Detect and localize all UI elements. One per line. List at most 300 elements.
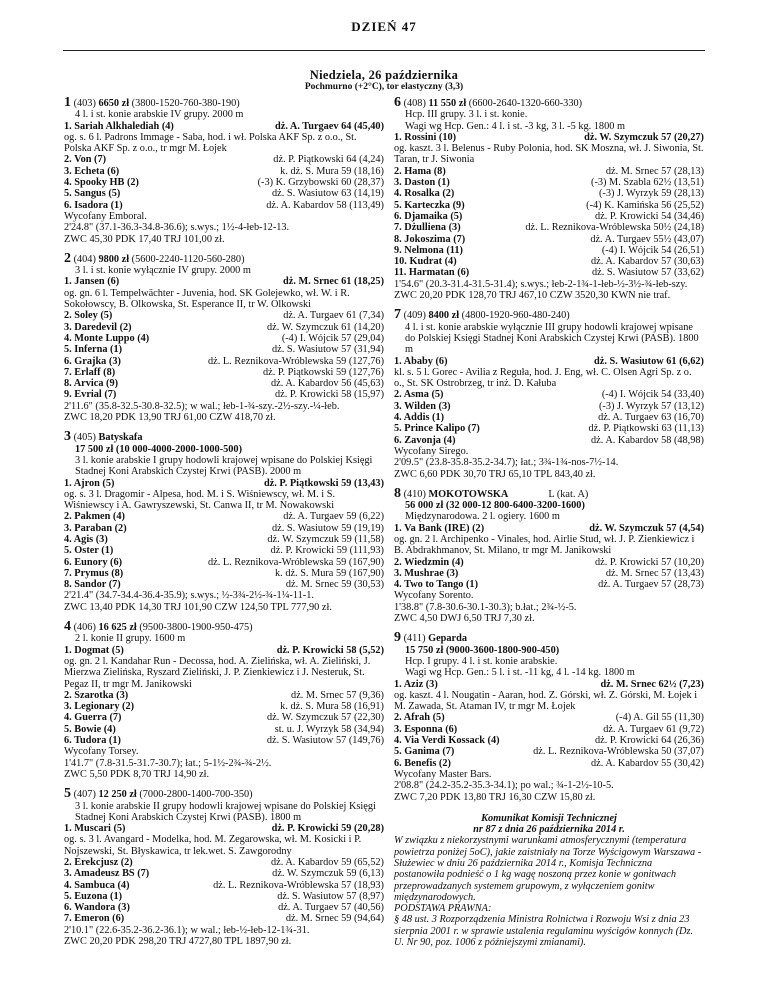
race-id: (404) [71, 253, 99, 265]
placing-jockey: dż. P. Piątkowski 59 (127,76) [263, 366, 384, 378]
winner-horse: 1. Ajron (5) [64, 477, 115, 489]
race-prize-split: (7000-2800-1400-700-350) [136, 789, 253, 801]
placing-row [394, 267, 704, 278]
placing-horse: 9. Nelmona (11) [394, 244, 463, 256]
race-conditions: Międzynarodowa. 2 l. ogiery. 1600 m [405, 511, 560, 523]
race-result-line: 2'24.8" (37.1-36.3-34.8-36.6); s.wys.; 1½-4-łeb-12-13. [64, 222, 290, 234]
placing-horse: 8. Arvica (9) [64, 378, 119, 390]
placing-horse: 4. Addis (1) [394, 412, 445, 424]
placing-row [64, 177, 384, 188]
winner-row [64, 121, 384, 132]
placing-horse: 6. Eunory (6) [64, 556, 123, 568]
placing-jockey: (-4) I. Wójcik 54 (33,40) [601, 389, 704, 401]
placing-horse: 8. Sandor (7) [64, 579, 121, 591]
placing-jockey: (-4) K. Kamińska 56 (25,52) [586, 199, 704, 211]
placing-row [64, 902, 384, 913]
placing-jockey: (-4) I. Wójcik 57 (29,04) [281, 332, 384, 344]
race-header [64, 788, 384, 800]
race-number: 5 [64, 786, 71, 802]
winner-row [64, 823, 384, 834]
race-conditions: Hcp. III grupy. 3 l. i st. konie. [405, 109, 528, 121]
placing-horse: 4. Rosalka (2) [394, 188, 455, 200]
race-id: (411) [401, 633, 429, 645]
placing-jockey: dż. A. Turgaev 57 (28,73) [598, 579, 704, 591]
winner-owner: og. s. 3 l. Avangard - Modelka, hod. M. Zegarowska, wł. M. Kosicki i P. Nojszewski, St. Błyskawica, tr lek.wet. S. Zawgorodny [64, 834, 362, 857]
winner-owner: kl. s. 5 l. Gorec - Avilia z Reguła, hod. J. Eng, wł. C. Olsen Agri Sp. z o. o., St. SK Ostrobrzeg, tr inż. D. Kałuba [394, 366, 692, 390]
winner-owner: og. kaszt. 4 l. Nougatin - Aaran, hod. Z. Górski, wł. Z. Górski, M. Łojek i M. Zawada, St. Ataman IV, tr mgr M. Łojek [394, 689, 698, 713]
race-conditions: Wagi wg Hcp. Gen.: 4 l. i st. -3 kg, 3 l. -5 kg. 1800 m [405, 120, 625, 132]
placing-row [394, 746, 704, 757]
placing-row [64, 868, 384, 879]
race-id: (408) [401, 98, 429, 109]
race-block [64, 97, 384, 245]
placing-jockey: dż. S. Wasiutow 59 (19,19) [272, 522, 384, 534]
placing-horse: 6. Tudora (1) [64, 735, 121, 747]
winner-horse: 1. Muscari (5) [64, 823, 126, 835]
race-number: 4 [64, 619, 71, 635]
race-number: 1 [64, 95, 71, 110]
placing-horse: 8. Jokoszima (7) [394, 233, 466, 245]
placing-jockey: dż. P. Krowicki 58 (15,97) [275, 389, 384, 401]
race-prize-split: (4800-1920-960-480-240) [459, 310, 570, 322]
placing-row [64, 712, 384, 723]
placing-row [64, 310, 384, 321]
race-block [64, 788, 384, 947]
winner-row [394, 132, 704, 143]
communique-basis-label: PODSTAWA PRAWNA: [394, 903, 492, 915]
placing-horse: 6. Djamaika (5) [394, 210, 463, 222]
race-id: (409) [401, 310, 429, 322]
communique [394, 813, 704, 949]
placing-row [64, 333, 384, 344]
placing-jockey: (-3) J. Wyrzyk 57 (13,12) [599, 400, 704, 412]
placing-row [64, 557, 384, 568]
placing-jockey: dż. S. Wasiutow 57 (149,76) [266, 735, 384, 747]
right-races [394, 97, 704, 803]
placing-horse: 7. Emeron (6) [64, 913, 125, 925]
race-prize-split: (3800-1520-760-380-190) [129, 98, 240, 109]
placing-jockey: dż. W. Szymczuk 59 (6,13) [272, 868, 384, 880]
placing-row [64, 690, 384, 701]
placing-horse: 2. Von (7) [64, 154, 107, 166]
placing-jockey: dż. M. Srnec 59 (94,64) [285, 913, 384, 925]
placing-jockey: dż. A. Kabardov 58 (113,49) [266, 199, 384, 211]
placing-jockey: dż. A. Turgaev 59 (6,22) [283, 511, 384, 523]
race-conditions: 15 750 zł (9000-3600-1800-900-450) [405, 644, 560, 656]
placing-row [64, 534, 384, 545]
winner-horse: 1. Dogmat (5) [64, 644, 124, 656]
race-block [394, 97, 704, 301]
placing-row [394, 256, 704, 267]
placing-row [394, 200, 704, 211]
placing-jockey: dż. P. Krowicki 54 (34,46) [595, 210, 704, 222]
race-conditions: 4 l. i st. konie arabskie IV grupy. 2000 m [75, 109, 244, 121]
winner-horse: 1. Sariah Alkhalediah (4) [64, 120, 174, 132]
placing-horse: 4. Spooky HB (2) [64, 177, 139, 189]
placing-horse: 3. Echeta (6) [64, 165, 120, 177]
placing-horse: 7. Prymus (8) [64, 567, 124, 579]
race-prize-split: (9500-3800-1900-950-475) [136, 622, 253, 634]
race-block [394, 485, 704, 625]
race-number: 3 [64, 429, 71, 445]
race-header [394, 309, 704, 321]
race-block [64, 250, 384, 424]
placing-jockey: dż. S. Wasiutow 57 (31,94) [272, 344, 384, 356]
winner-row [64, 645, 384, 656]
placing-jockey: dż. S. Wasiutow 57 (33,62) [592, 267, 704, 279]
placing-row [394, 568, 704, 579]
race-header [394, 97, 704, 109]
placing-horse: 4. Sambuca (4) [64, 879, 130, 891]
winner-jockey: dż. M. Srnec 61 (18,25) [283, 276, 384, 288]
right-column [394, 97, 704, 948]
placing-horse: 7. Dżulliena (3) [394, 222, 461, 234]
winner-jockey: dż. S. Wasiutow 61 (6,62) [594, 355, 704, 367]
race-prize-split: (6600-2640-1320-660-330) [466, 98, 583, 109]
placing-row [394, 188, 704, 199]
placing-horse: 5. Sangus (5) [64, 188, 121, 200]
race-result-line: 2'21.4" (34.7-34.4-36.4-35.9); s.wys.; ½-3¾-2½-¾-1¼-11-1. [64, 590, 314, 602]
race-header [64, 621, 384, 633]
placing-row [64, 891, 384, 902]
race-number: 7 [394, 307, 401, 323]
placing-jockey: dż. P. Piątkowski 64 (4,24) [273, 154, 384, 166]
placing-row [64, 579, 384, 590]
race-number: 9 [394, 630, 401, 646]
placing-row [64, 154, 384, 165]
placing-row [64, 724, 384, 735]
winner-owner: og. gn. 2 l. Kandahar Run - Decossa, hod. A. Zielińska, wł. A. Zieliński, J. Mierzwa Zielińska, Ryszard Zieliński, J. P. Zienkiewicz i J. Nesteruk, St. Pegaz II, tr mgr M. Janikowski [64, 655, 371, 690]
placing-row [394, 166, 704, 177]
winner-row [394, 523, 704, 534]
placing-jockey: dż. L. Reznikova-Wróblewska 59 (127,76) [207, 355, 384, 367]
race-result-line: ZWC 6,60 PDK 30,70 TRJ 65,10 TPL 843,40 zł. [394, 468, 596, 480]
race-number: 8 [394, 485, 401, 501]
placing-row [394, 712, 704, 723]
date-line: Niedziela, 26 października [309, 68, 459, 82]
placing-row [64, 188, 384, 199]
placing-horse: 5. Prince Kalipo (7) [394, 423, 480, 435]
placing-row [64, 356, 384, 367]
race-conditions: 17 500 zł (10 000-4000-2000-1000-500) [75, 443, 243, 455]
race-result-line: ZWC 7,20 PDK 13,80 TRJ 16,30 CZW 15,80 zł. [394, 791, 596, 803]
placing-horse: 4. Agis (3) [64, 533, 108, 545]
placing-row [64, 322, 384, 333]
winner-jockey: dż. W. Szymczuk 57 (4,54) [589, 522, 704, 534]
placing-horse: 6. Benefis (2) [394, 757, 451, 769]
placing-jockey: dż. L. Reznikova-Wróblewska 50½ (24,18) [525, 222, 704, 234]
left-column [64, 97, 384, 955]
race-block [394, 632, 704, 802]
placing-jockey: dż. L. Reznikova-Wróblewska 59 (167,90) [207, 556, 384, 568]
placing-horse: 2. Szarotka (3) [64, 689, 129, 701]
placing-horse: 3. Paraban (2) [64, 522, 127, 534]
race-prize: Batyskafa [98, 432, 143, 444]
race-result-line: 1'41.7" (7.8-31.5-31.7-30.7); łat.; 5-1½-2¾-¾-2½. [64, 757, 272, 769]
race-prize: 16 625 zł [98, 622, 137, 634]
placing-horse: 3. Daston (1) [394, 177, 450, 189]
placing-horse: 5. Euzona (1) [64, 890, 123, 902]
placing-horse: 5. Bowie (4) [64, 723, 116, 735]
placing-row [64, 200, 384, 211]
winner-row [394, 356, 704, 367]
placing-horse: 6. Grajka (3) [64, 355, 121, 367]
placing-row [64, 568, 384, 579]
placing-row [64, 857, 384, 868]
race-result-line: 2'11.6" (35.8-32.5-30.8-32.5); w wal.; łeb-1-¾-szy.-2½-szy.-¼-łeb. [64, 400, 340, 412]
winner-row [64, 276, 384, 287]
placing-horse: 2. Pakmen (4) [64, 511, 125, 523]
placing-horse: 4. Monte Luppo (4) [64, 332, 150, 344]
placing-jockey: dż. W. Szymczuk 57 (22,30) [267, 712, 384, 724]
winner-jockey: dż. A. Turgaev 64 (45,40) [275, 120, 384, 132]
placing-row [64, 880, 384, 891]
communique-text [394, 835, 704, 948]
placing-jockey: (-4) A. Gil 55 (11,30) [615, 712, 704, 724]
race-result-line: ZWC 5,50 PDK 8,70 TRJ 14,90 zł. [64, 768, 210, 780]
race-id: (406) [71, 622, 99, 634]
winner-jockey: dż. W. Szymczuk 57 (20,27) [584, 131, 704, 143]
placing-horse: 2. Hama (8) [394, 165, 446, 177]
race-prize: 8400 zł [428, 310, 460, 322]
placing-horse: 5. Oster (1) [64, 545, 114, 557]
winner-horse: 1. Ababy (6) [394, 355, 448, 367]
placing-jockey: dż. W. Szymczuk 61 (14,20) [267, 321, 384, 333]
placing-jockey: dż. A. Turgaev 57 (40,56) [278, 902, 384, 914]
winner-jockey: dż. P. Krowicki 58 (5,52) [276, 644, 384, 656]
placing-jockey: dż. S. Wasiutow 63 (14,19) [272, 188, 384, 200]
placing-jockey: dż. A. Turgaev 61 (7,34) [283, 310, 384, 322]
placing-jockey: dż. A. Turgaev 61 (9,72) [603, 723, 704, 735]
race-id: (405) [71, 432, 99, 444]
placing-jockey: dż. A. Kabardov 57 (30,63) [591, 256, 704, 268]
placing-row [394, 758, 704, 769]
placing-horse: 5. Inferna (1) [64, 344, 123, 356]
placing-horse: 4. Two to Tango (1) [394, 579, 479, 591]
race-result-line: ZWC 20,20 PDK 298,20 TRJ 4727,80 TPL 1897,90 zł. [64, 936, 292, 948]
placing-horse: 2. Soley (5) [64, 310, 113, 322]
race-prize: 12 250 zł [98, 789, 137, 801]
placing-jockey: dż. M. Srnec 57 (9,36) [291, 689, 384, 701]
placing-jockey: dż. A. Kabardov 58 (48,98) [591, 434, 704, 446]
winner-owner: og. gn. 2 l. Archipenko - Vinales, hod. Airlie Stud, wł. J. P. Zienkiewicz i B. Abdrakhmanov, St. Milano, tr mgr M. Janikowski [394, 533, 695, 557]
communique-title [394, 813, 704, 836]
winner-jockey: dż. P. Piątkowski 59 (13,43) [263, 477, 384, 489]
placing-horse: 3. Legionary (2) [64, 701, 135, 713]
winner-owner: og. kaszt. 3 l. Belenus - Ruby Polonia, hod. SK Moszna, wł. J. Siwonia, St. Taran, tr J. Siwonia [394, 143, 704, 166]
race-block [394, 309, 704, 479]
placing-horse: 4. Via Verdi Kossack (4) [394, 735, 500, 747]
race-category: L (kat. A) [548, 488, 589, 500]
placing-row [394, 234, 704, 245]
race-header [64, 431, 384, 443]
placing-row [394, 423, 704, 434]
race-result-line: ZWC 18,20 PDK 13,90 TRJ 61,00 CZW 418,70 zł. [64, 412, 276, 424]
race-result-line: Wycofany Torsey. [64, 746, 139, 758]
race-result-line: 1'38.8" (7.8-30.6-30.1-30.3); b.łat.; 2¾-½-5. [394, 601, 577, 613]
placing-jockey: dż. S. Wasiutow 57 (8,97) [277, 890, 384, 902]
race-result-line: 1'54.6" (20.3-31.4-31.5-31.4); s.wys.; łeb-2-1¾-1-łeb-½-3½-¾-łeb-szy. [394, 278, 688, 290]
race-result-line: Wycofany Sirego. [394, 445, 469, 457]
winner-row [64, 478, 384, 489]
race-id: (403) [71, 98, 99, 109]
race-header [394, 632, 704, 644]
winner-jockey: dż. M. Srnec 62½ (7,23) [600, 678, 704, 690]
race-id: (407) [71, 789, 99, 801]
placing-row [64, 344, 384, 355]
placing-jockey: (-4) I. Wójcik 54 (26,51) [601, 244, 704, 256]
placing-row [64, 378, 384, 389]
placing-jockey: dż. A. Kabardov 55 (30,42) [591, 757, 704, 769]
winner-horse: 1. Jansen (6) [64, 276, 120, 288]
race-id: (410) [401, 488, 429, 500]
race-prize: Geparda [428, 633, 467, 645]
race-result-line: 2'08.8" (24.2-35.2-35.3-34.1); po wal.; ¾-1-2½-10-5. [394, 780, 614, 792]
race-conditions: Hcp. I grupy. 4 l. i st. konie arabskie. [405, 655, 558, 667]
placing-horse: 2. Asma (5) [394, 389, 444, 401]
winner-owner: og. s. 3 l. Dragomir - Alpesa, hod. M. i S. Wiśniewscy, wł. M. i S. Wiśniewscy i A. Gawryszewski, St. Canwa II, tr M. Nowakowski [64, 488, 336, 512]
placing-jockey: k. dż. S. Mura 59 (18,16) [280, 165, 384, 177]
race-result-line: ZWC 13,40 PDK 14,30 TRJ 101,90 CZW 124,50 TPL 777,90 zł. [64, 601, 332, 613]
placing-jockey: (-3) J. Wyrzyk 59 (28,13) [599, 188, 704, 200]
header-rule [63, 50, 705, 51]
placing-row [394, 557, 704, 568]
race-block [64, 621, 384, 780]
race-prize: MOKOTOWSKA [428, 488, 509, 500]
placing-row [394, 401, 704, 412]
race-conditions: 3 l. konie arabskie I grupy hodowli krajowej wpisane do Polskiej Księgi Stadnej Koni Arabskich Czystej Krwi (PASB). 2000 m [75, 454, 373, 478]
race-conditions: 2 l. konie II grupy. 1600 m [75, 633, 186, 645]
placing-horse: 3. Daredevil (2) [64, 321, 132, 333]
winner-horse: 1. Aziz (3) [394, 678, 438, 690]
placing-row [394, 579, 704, 590]
placing-row [394, 245, 704, 256]
placing-row [64, 545, 384, 556]
placing-horse: 2. Wiedzmin (4) [394, 556, 464, 568]
placing-jockey: dż. M. Srnec 57 (28,13) [605, 165, 704, 177]
race-result-line: ZWC 45,30 PDK 17,40 TRJ 101,00 zł. [64, 233, 225, 245]
placing-horse: 3. Mushrae (3) [394, 567, 459, 579]
placing-jockey: dż. P. Krowicki 59 (111,93) [270, 545, 384, 557]
winner-row [394, 679, 704, 690]
placing-horse: 6. Wandora (3) [64, 902, 130, 914]
communique-title-1: Komunikat Komisji Technicznej [481, 812, 617, 824]
placing-jockey: dż. A. Turgaev 63 (16,70) [598, 412, 704, 424]
race-result-line: Wycofany Emboral. [64, 210, 147, 222]
race-header [64, 97, 384, 109]
race-block [64, 431, 384, 613]
winner-owner: og. gn. 6 l. Tempelwächter - Juvenia, hod. SK Golejewko, wł. W. i R. Sokołowscy, B. Olkowska, St. Esperance II, tr W. Olkowski [64, 287, 350, 311]
placing-row [64, 389, 384, 400]
race-number: 2 [64, 250, 71, 266]
placing-row [394, 724, 704, 735]
race-result-line: Wycofany Sorento. [394, 590, 474, 602]
placing-row [64, 166, 384, 177]
race-number: 6 [394, 95, 401, 110]
placing-horse: 7. Erlaff (8) [64, 366, 116, 378]
placing-jockey: dż. P. Krowicki 57 (10,20) [595, 556, 704, 568]
track-conditions: Pochmurno (+2°C), tor elastyczny (3,3) [304, 82, 464, 92]
winner-horse: 1. Rossini (10) [394, 131, 457, 143]
placing-jockey: dż. A. Kabardov 59 (65,52) [271, 857, 384, 868]
race-conditions: 3 l. i st. konie wyłącznie IV grupy. 2000 m [75, 265, 251, 277]
placing-jockey: (-3) M. Szabla 62½ (13,51) [591, 177, 704, 189]
race-conditions: 4 l. i st. konie arabskie wyłącznie III grupy hodowli krajowej wpisane do Polskiej Księgi Stadnej Koni Arabskich Czystej Krwi (PASB). 1800 m [405, 321, 699, 356]
race-result-line: Wycofany Master Bars. [394, 768, 492, 780]
placing-jockey: dż. A. Kabardov 56 (45,63) [271, 378, 384, 390]
placing-horse: 6. Isadora (1) [64, 199, 123, 211]
placing-row [64, 511, 384, 522]
race-header [64, 250, 384, 266]
page-title: DZIEŃ 47 [351, 19, 417, 34]
placing-row [394, 389, 704, 400]
race-prize: 6650 zł [98, 98, 130, 109]
placing-jockey: dż. L. Reznikova-Wróblewska 57 (18,93) [213, 879, 384, 891]
race-result-line: ZWC 4,50 DWJ 6,50 TRJ 7,30 zł. [394, 613, 535, 625]
placing-horse: 4. Guerra (7) [64, 712, 122, 724]
placing-jockey: dż. A. Turgaev 55½ (43,07) [590, 233, 704, 245]
placing-horse: 10. Kudrat (4) [394, 256, 457, 268]
placing-jockey: (-3) K. Grzybowski 60 (28,37) [257, 177, 384, 189]
communique-body: W związku z niekorzystnymi warunkami atmosferycznymi (temperatura powietrza poniżej 5oC), jakie zaistniały na Torze Wyścigowym Warszawa - Służewiec w dniu 26 października 2014 r., Komisja Techniczna postanowiła podnieść o 1 kg wagę noszoną przez konie w gonitwach przeprowadzanych systemem grupowym, z wyłączeniem gonitw międzynarodowych. [394, 835, 702, 903]
placing-horse: 11. Harmatan (6) [394, 267, 470, 279]
placing-row [394, 177, 704, 188]
placing-jockey: dż. P. Krowicki 64 (26,36) [595, 735, 704, 747]
placing-jockey: st. u. J. Wyrzyk 58 (34,94) [274, 723, 384, 735]
placing-horse: 3. Amadeusz BS (7) [64, 868, 150, 880]
placing-horse: 3. Esponna (6) [394, 723, 458, 735]
race-prize: 9800 zł [98, 253, 130, 265]
placing-horse: 3. Wilden (3) [394, 400, 451, 412]
race-conditions: 3 l. konie arabskie II grupy hodowli krajowej wpisane do Polskiej Księgi Stadnej Koni Arabskich Czystej Krwi (PASB). 1800 m [75, 800, 376, 823]
winner-jockey: dż. P. Krowicki 59 (20,28) [271, 823, 384, 835]
race-result-line: 2'10.1" (22.6-35.2-36.2-36.1); w wal.; łeb-½-łeb-12-1¾-31. [64, 924, 310, 936]
race-result-line: 2'09.5" (23.8-35.8-35.2-34.7); łat.; 3¾-1¾-nos-7½-14. [394, 457, 619, 469]
communique-title-2: nr 87 z dnia 26 października 2014 r. [473, 824, 625, 836]
race-result-line: ZWC 20,20 PDK 128,70 TRJ 467,10 CZW 3520,30 KWN nie traf. [394, 290, 671, 302]
placing-jockey: dż. P. Piątkowski 63 (11,13) [588, 423, 704, 435]
placing-horse: 2. Erekcjusz (2) [64, 857, 133, 868]
placing-row [394, 735, 704, 746]
placing-horse: 5. Karteczka (9) [394, 199, 465, 211]
winner-horse: 1. Va Bank (IRE) (2) [394, 522, 485, 534]
placing-jockey: dż. L. Reznikova-Wróblewska 50 (37,07) [533, 746, 704, 758]
placing-jockey: k. dż. S. Mura 59 (167,90) [275, 567, 384, 579]
placing-row [394, 222, 704, 233]
placing-row [64, 701, 384, 712]
winner-owner: og. s. 6 l. Padrons Immage - Saba, hod. i wł. Polska AKF Sp. z o.o., St. Polska AKF Sp. z o.o., tr mgr M. Łojek [64, 131, 357, 155]
race-prize-split: (5600-2240-1120-560-280) [129, 253, 245, 265]
placing-row [394, 435, 704, 446]
race-conditions: 56 000 zł (32 000-12 800-6400-3200-1600) [405, 500, 585, 512]
communique-basis: § 48 ust. 3 Rozporządzenia Ministra Rolnictwa i Rozwoju Wsi z dnia 23 sierpnia 2001 r. w sprawie ustalenia regulaminu wyścigów konnych (Dz. U. Nr 90, poz. 1006 z późniejszymi zmianami). [394, 914, 694, 949]
placing-jockey: k. dż. S. Mura 58 (16,91) [280, 701, 384, 713]
placing-horse: 9. Evrial (7) [64, 389, 117, 401]
placing-horse: 2. Afrah (5) [394, 712, 445, 724]
placing-horse: 5. Ganima (7) [394, 746, 455, 758]
placing-row [64, 367, 384, 378]
placing-horse: 6. Zavonja (4) [394, 434, 456, 446]
placing-row [394, 211, 704, 222]
placing-jockey: dż. M. Srnec 57 (13,43) [605, 567, 704, 579]
placing-jockey: dż. M. Srnec 59 (30,53) [285, 579, 384, 591]
placing-jockey: dż. W. Szymczuk 59 (11,58) [267, 533, 384, 545]
placing-row [64, 735, 384, 746]
race-header [394, 485, 704, 501]
placing-row [394, 412, 704, 423]
placing-row [64, 913, 384, 924]
race-prize: 11 550 zł [428, 98, 467, 109]
